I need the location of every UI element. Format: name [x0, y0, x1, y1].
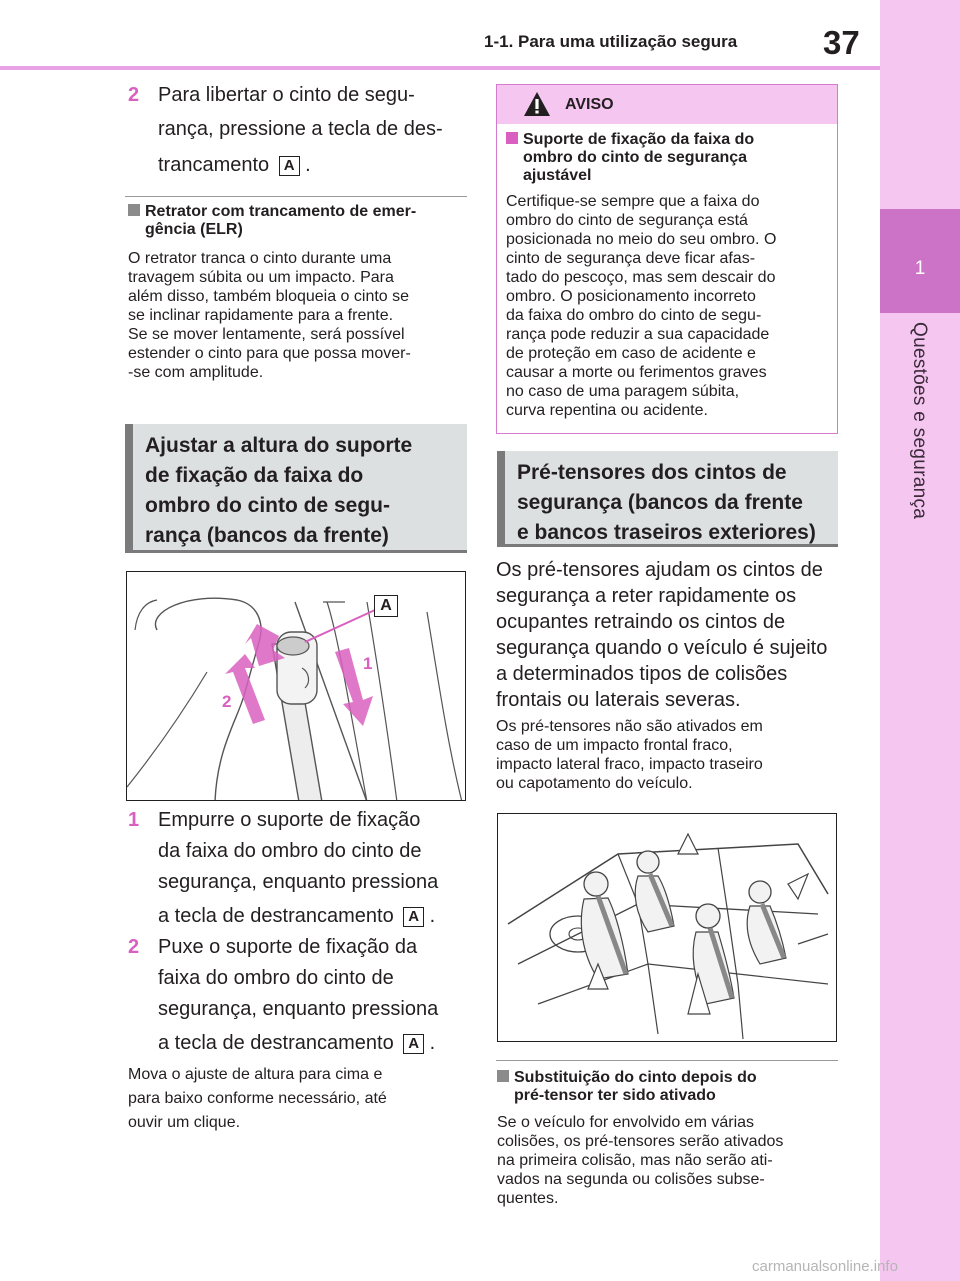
warning-title: AVISO	[565, 96, 614, 113]
side-strip	[880, 0, 960, 1281]
step-1-push: 1 Empurre o suporte de fixação da faixa do ombro do cinto de segurança, enquanto pressiona a tecla de destrancamento A .	[158, 805, 438, 932]
pretensioner-note: Os pré-tensores não são ativados em caso de um impacto frontal fraco, impacto lateral fraco, impacto traseiro ou capotamento do veículo.	[496, 718, 763, 792]
chapter-label: Questões e segurança	[909, 322, 930, 520]
key-label-a: A	[279, 156, 300, 176]
page-number: 37	[823, 24, 860, 61]
watermark: carmanualsonline.info	[752, 1258, 898, 1275]
section-heading-pretensioners: Pré-tensores dos cintos de segurança (bancos da frente e bancos traseiros exteriores)	[497, 451, 838, 547]
arrow-label-2: 2	[222, 692, 232, 711]
warning-box	[496, 84, 838, 434]
warning-body: Certifique-se sempre que a faixa do ombro do cinto de segurança está posicionada no meio do seu ombro. O cinto de segurança deve ficar afas- tado do pescoço, mas sem descair do ombro. O posicionamento incorreto da faixa do ombro do cinto de segu- rança pode reduzir a sua capacidade de proteção em caso de acidente e causar a morte ou ferimentos graves no caso de uma paragem súbita, curva repentina ou acidente.	[506, 193, 777, 419]
divider	[125, 196, 467, 197]
step-line: rança, pressione a tecla de des-	[158, 118, 443, 140]
car-interior-illustration	[498, 814, 837, 1042]
bullet-square-icon	[497, 1070, 509, 1082]
arrow-label-1: 1	[363, 654, 373, 673]
chapter-number: 1	[914, 258, 926, 279]
adjust-note: Mova o ajuste de altura para cima e para baixo conforme necessário, até ouvir um clique.	[128, 1066, 387, 1131]
divider	[496, 1060, 838, 1061]
shoulder-anchor-illustration	[127, 572, 466, 801]
key-label-a: A	[403, 1034, 424, 1054]
step-tail: .	[305, 154, 311, 176]
elr-heading: Retrator com trancamento de emer- gência (ELR)	[128, 203, 416, 239]
step-number: 1	[128, 809, 140, 831]
warning-header	[497, 85, 837, 124]
bullet-square-icon	[506, 132, 518, 144]
figure-car-interior	[497, 813, 837, 1042]
step-2-release	[128, 80, 443, 181]
step-line: trancamento	[158, 154, 270, 176]
section-heading-adjust: Ajustar a altura do suporte de fixação da faixa do ombro do cinto de segu- rança (bancos da frente)	[125, 424, 467, 553]
header-rule	[0, 66, 880, 70]
step-2-pull: 2 Puxe o suporte de fixação da faixa do ombro do cinto de segurança, enquanto pressiona a tecla de destrancamento A .	[158, 932, 438, 1059]
step-number: 2	[128, 84, 140, 106]
replace-heading: Substituição do cinto depois do pré-tensor ter sido ativado	[497, 1069, 757, 1105]
warning-triangle-icon	[523, 91, 551, 117]
elr-body: O retrator tranca o cinto durante uma travagem súbita ou um impacto. Para além disso, também bloqueia o cinto se se inclinar rapidamente para a frente. Se se mover lentamente, será possível estender o cinto para que possa mover- -se com amplitude.	[128, 250, 411, 381]
step-number: 2	[128, 936, 140, 958]
running-header: 1-1. Para uma utilização segura	[484, 32, 738, 51]
bullet-square-icon	[128, 204, 140, 216]
callout-a: A	[374, 595, 398, 617]
step-line: Para libertar o cinto de segu-	[158, 84, 415, 106]
replace-body: Se o veículo for envolvido em várias colisões, os pré-tensores serão ativados na primeira colisão, mas não serão ati- vados na segunda ou colisões subse- quentes.	[497, 1114, 784, 1207]
warning-heading: Suporte de fixação da faixa do ombro do cinto de segurança ajustável	[506, 131, 754, 185]
key-label-a: A	[403, 907, 424, 927]
figure-shoulder-anchor	[126, 571, 466, 801]
pretensioner-intro: Os pré-tensores ajudam os cintos de segurança a reter rapidamente os ocupantes retraindo os cintos de segurança quando o veículo é sujeito a determinados tipos de colisões frontais ou laterais severas.	[496, 559, 828, 711]
